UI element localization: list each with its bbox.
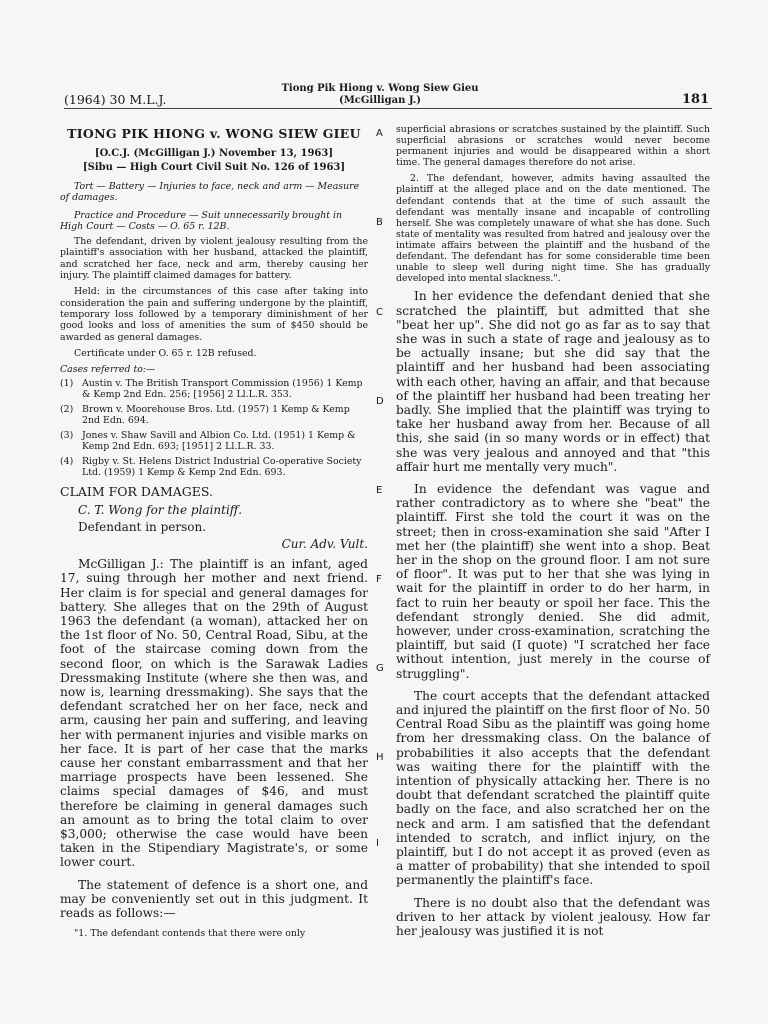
running-header [250,83,510,107]
case-citation: Rigby v. St. Helens District Industrial Co-operative Society Ltd. (1959) 1 Kemp & Kemp 2nd Edn. 693. [82,456,362,479]
claim-heading: CLAIM FOR DAMAGES. [60,484,213,500]
catchwords-tort: Tort — Battery — Injuries to face, neck and arm — Measure of damages. [60,181,360,204]
case-item [60,456,368,478]
header-rule [64,108,712,109]
quote-paragraph: 2. The defendant, however, admits having assaulted the plaintiff at the alleged place and on the date mentioned. The defendant contends that at the time of such assault the defendant was mentally insane and incapable of controlling herself. She was completely unaware of what she has done. Such state of mentality was resulted from hatred and jealousy over the intimate affairs between the plaintiff and the husband of the defendant. The defendant has for some considerable time been unable to sleep well during night time. She has gradually developed into mental slackness.". [396,173,710,285]
running-header-judge: (McGilligan J.) [338,95,422,106]
catchwords-practice: Practice and Procedure — Suit unnecessarily brought in High Court — Costs — O. 65 r. 12B. [60,209,343,232]
judgment-paragraph: In evidence the defendant was vague and rather contradictory as to where she "beat" the plaintiff. First she told the court it was on the street; then in cross-examination she said "After I met her (the plaintiff) she went into a shop. Beat her in the shop on the ground floor. I am not sure of floor". It was put to her that she was lying in wait for the plaintiff in order to do her harm, in fact to ruin her beauty or spoil her face. This the defendant strongly denied. She did admit, however, under cross-examination, scratching the plaintiff, but said (I quote) "I scratched her face without intention, just merely in the course of struggling". [396,481,710,681]
judgment-right [396,289,710,938]
cases-referred-heading: Cases referred to:— [60,364,156,376]
margin-letter: G [376,663,384,674]
defence-quote-start [60,928,368,939]
headnote-certificate: Certificate under O. 65 r. 12B refused. [74,347,257,359]
defence-quote-continued [396,124,710,284]
judgment-paragraph: The statement of defence is a short one, and may be conveniently set out in this judgment. It reads as follows:— [60,877,368,921]
case-number: (2) [60,404,74,416]
counsel-defendant: Defendant in person. [78,520,207,535]
judgment-left [60,557,368,920]
judgment-paragraph: McGilligan J.: The plaintiff is an infant, aged 17, suing through her mother and next friend. Her claim is for special and general damages for battery. She alleges that on the 29th of August 1963 the defendant (a woman), attacked her on the 1st floor of No. 50, Central Road, Sibu, at the foot of the staircase coming down from the second floor, on which is the Sarawak Ladies Dressmaking Institute (where she then was, and now is, learning dressmaking). She says that the defendant scratched her on her face, neck and arm, causing her pain and suffering, and leaving her with permanent injuries and visible marks on her face. It is part of her case that the marks cause her constant embarrassment and that her marriage prospects have been lessened. She claims special damages of $46, and must therefore be claiming in general damages such an amount as to bring the total claim to over $3,000; otherwise the case would have been taken in the Stipendiary Magistrate's, or some lower court. [60,557,368,870]
suit-line: [Sibu — High Court Civil Suit No. 126 of 1963] [82,162,346,173]
page-number: 181 [682,92,710,107]
report-citation: (1964) 30 M.L.J. [64,92,167,107]
margin-letter: H [376,752,384,763]
margin-letter: A [376,128,383,139]
headnote [60,236,368,359]
right-column [396,124,710,946]
judgment-paragraph: There is no doubt also that the defendant was driven to her attack by violent jealousy. How far her jealousy was justified it is not [396,895,710,939]
case-item [60,378,368,400]
case-number: (1) [60,378,74,390]
headnote-held: Held: in the circumstances of this case after taking into consideration the pain and suffering undergone by the plaintiff, temporary loss followed by a temporary diminishment of her good looks and loss of amenities the sum of $450 should be awarded as general damages. [60,286,368,343]
quote-paragraph: superficial abrasions or scratches sustained by the plaintiff. Such superficial abrasions or scratches would never become permanent injuries and would be disappeared within a short time. The general damages therefore do not arise. [396,124,710,169]
cur-adv-vult: Cur. Adv. Vult. [281,537,368,552]
case-citation: Jones v. Shaw Savill and Albion Co. Ltd. (1951) 1 Kemp & Kemp 2nd Edn. 693; [1951] 2 Ll.L.R. 33. [82,430,356,453]
cases-list [60,378,368,478]
running-header-case: Tiong Pik Hiong v. Wong Siew Gieu [281,83,479,94]
case-citation: Brown v. Moorehouse Bros. Ltd. (1957) 1 Kemp & Kemp 2nd Edn. 694. [82,404,350,427]
judgment-paragraph: In her evidence the defendant denied that she scratched the plaintiff, but admitted that she "beat her up". She did not go as far as to say that she was in such a state of rage and jealousy as to be actually insane; but she did say that the plaintiff and her husband had been associating with each other, having an affair, and that because of the plaintiff her husband had been treating her badly. She implied that the plaintiff was trying to take her husband away from her. Because of all this, she said (in so many words or in effect) that she was very jealous and annoyed and that "this affair hurt me mentally very much". [396,289,710,474]
margin-letter: B [376,217,383,228]
case-citation: Austin v. The British Transport Commission (1956) 1 Kemp & Kemp 2nd Edn. 256; [1956] 2 Ll.L.R. 353. [82,378,363,401]
margin-letter: D [376,396,384,407]
case-title: TIONG PIK HIONG v. WONG SIEW GIEU [67,126,361,141]
margin-letter: I [376,838,379,849]
court-line: [O.C.J. (McGilligan J.) November 13, 1963] [94,148,334,159]
margin-letter: E [376,485,383,496]
margin-letter: F [376,574,382,585]
case-number: (4) [60,456,74,468]
case-number: (3) [60,430,74,442]
case-item [60,404,368,426]
headnote-facts: The defendant, driven by violent jealousy resulting from the plaintiff's association with her husband, attacked the plaintiff, and scratched her face, neck and arm, thereby causing her injury. The plaintiff claimed damages for battery. [60,236,368,282]
judgment-paragraph: The court accepts that the defendant attacked and injured the plaintiff on the first floor of No. 50 Central Road Sibu as the plaintiff was going home from her dressmaking class. On the balance of probabilities it also accepts that the defendant was waiting there for the plaintiff with the intention of physically attacking her. There is no doubt that defendant scratched the plaintiff quite badly on the face, and also scratched her on the neck and arm. I am satisfied that the defendant intended to scratch, and inflict injury, on the plaintiff, but I do not accept it as proved (even as a matter of probability) that she intended to spoil permanently the plaintiff's face. [396,688,710,888]
counsel-plaintiff: C. T. Wong for the plaintiff. [78,503,243,518]
margin-letter: C [376,307,383,318]
left-column [60,122,368,944]
quote-paragraph: "1. The defendant contends that there were only [74,928,306,940]
case-item [60,430,368,452]
